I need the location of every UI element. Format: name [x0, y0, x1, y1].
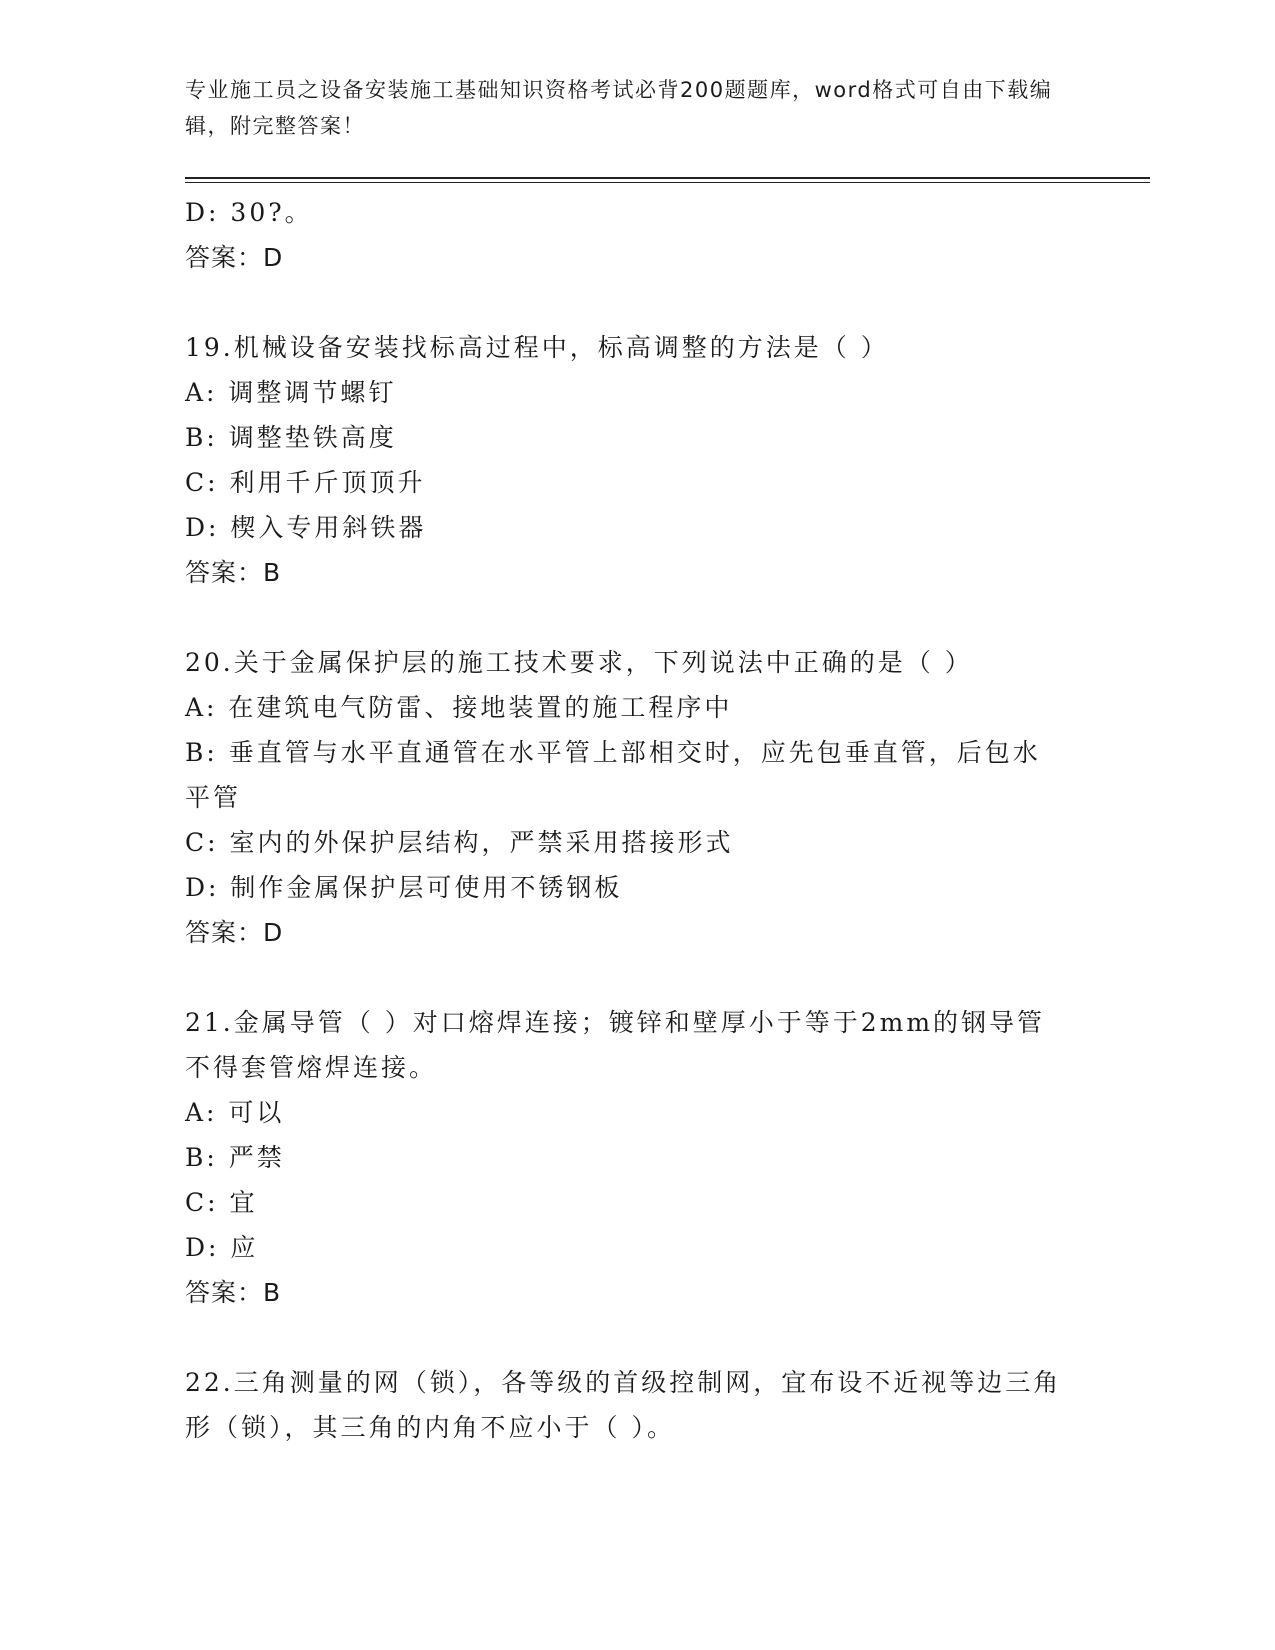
- question-block: [185, 1360, 1065, 1450]
- question-stem: 19.机械设备安装找标高过程中，标高调整的方法是（ ）: [185, 333, 889, 362]
- question-block: [185, 325, 1065, 595]
- document-body: [185, 190, 1065, 1450]
- answer-line: 答案：B: [185, 558, 282, 587]
- document-header: 专业施工员之设备安装施工基础知识资格考试必背200题题库，word格式可自由下载编辑，附完整答案！: [185, 78, 1053, 138]
- header-divider-thin: [185, 182, 1150, 183]
- option-d: D: 制作金属保护层可使用不锈钢板: [185, 873, 623, 902]
- question-stem: 22.三角测量的网（锁），各等级的首级控制网，宜布设不近视等边三角形（锁），其三角的内角不应小于（ ）。: [185, 1368, 1062, 1442]
- spacer: [185, 595, 1065, 640]
- header-divider-thick: [185, 177, 1150, 179]
- question-block: [185, 640, 1065, 955]
- option-b: B: 调整垫铁高度: [185, 423, 397, 452]
- spacer: [185, 955, 1065, 1000]
- option-c: C: 利用千斤顶顶升: [185, 468, 426, 497]
- option-a: A: 在建筑电气防雷、接地装置的施工程序中: [185, 693, 733, 722]
- option-d: D: 应: [185, 1233, 259, 1262]
- question-stem: 20.关于金属保护层的施工技术要求，下列说法中正确的是（ ）: [185, 648, 973, 677]
- option-b: B: 垂直管与水平直通管在水平管上部相交时，应先包垂直管，后包水平管: [185, 738, 1041, 812]
- answer-line: 答案：D: [185, 918, 284, 947]
- option-d: D: 楔入专用斜铁器: [185, 513, 427, 542]
- question-block: [185, 1000, 1065, 1315]
- answer-line: 答案：D: [185, 243, 284, 272]
- answer-line: 答案：B: [185, 1278, 282, 1307]
- option-b: B: 严禁: [185, 1143, 285, 1172]
- option-a: A: 调整调节螺钉: [185, 378, 397, 407]
- spacer: [185, 280, 1065, 325]
- option-c: C: 室内的外保护层结构，严禁采用搭接形式: [185, 828, 734, 857]
- option-a: A: 可以: [185, 1098, 285, 1127]
- option-d: D: 30?。: [185, 198, 313, 227]
- spacer: [185, 1315, 1065, 1360]
- question-stem: 21.金属导管（ ）对口熔焊连接；镀锌和壁厚小于等于2mm的钢导管不得套管熔焊连接。: [185, 1008, 1046, 1082]
- option-c: C: 宜: [185, 1188, 258, 1217]
